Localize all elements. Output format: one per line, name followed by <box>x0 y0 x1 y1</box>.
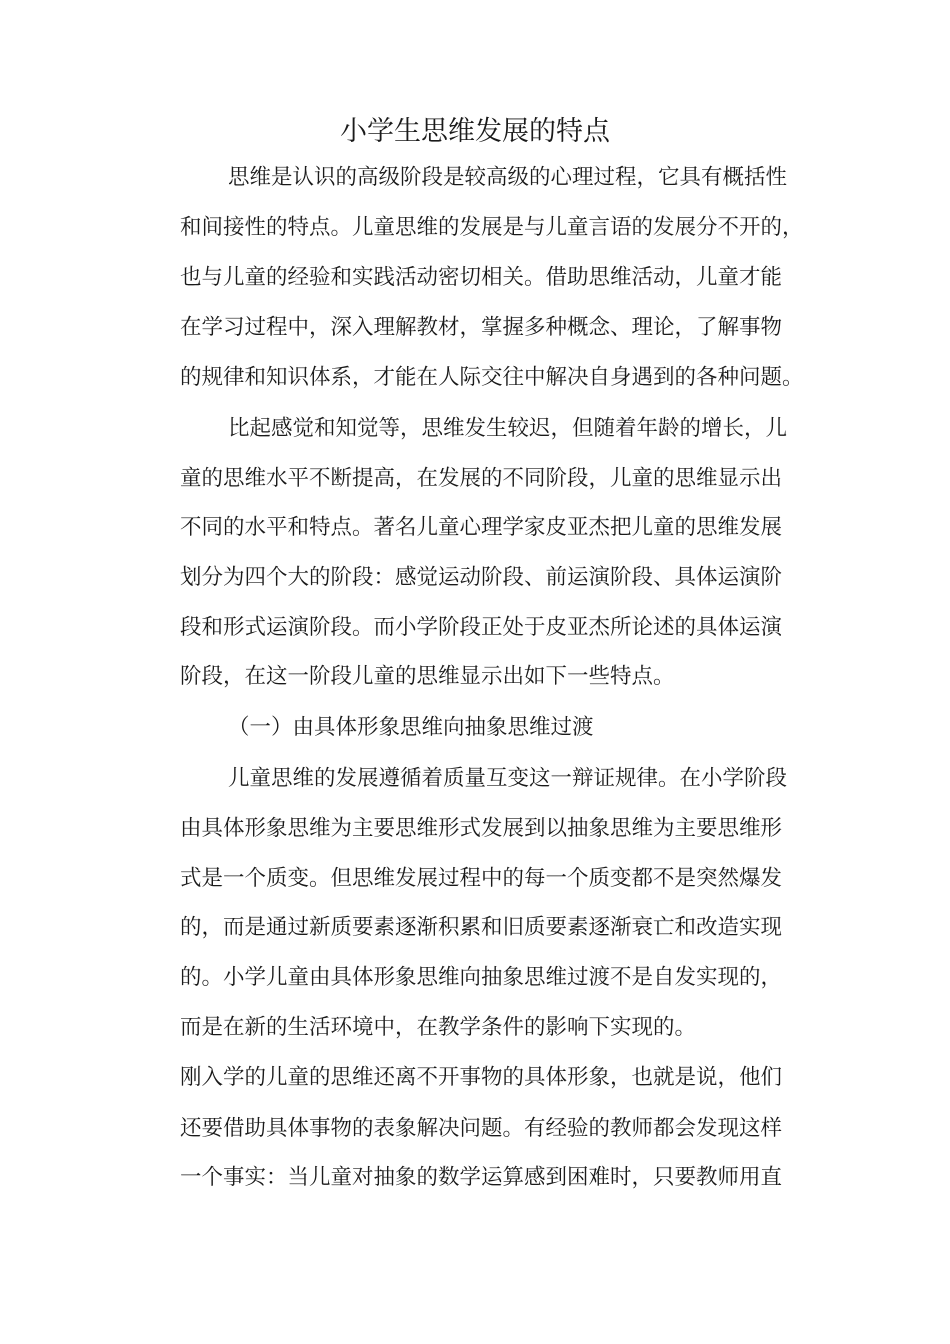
paragraph-line: 的规律和知识体系，才能在人际交往中解决自身遇到的各种问题。 <box>180 365 804 390</box>
paragraph-line: 的，而是通过新质要素逐渐积累和旧质要素逐渐衰亡和改造实现 <box>180 915 783 940</box>
paragraph-line: 刚入学的儿童的思维还离不开事物的具体形象，也就是说，他们 <box>180 1065 783 1090</box>
document-title: 小学生思维发展的特点 <box>340 116 610 147</box>
paragraph-line: 而是在新的生活环境中，在教学条件的影响下实现的。 <box>180 1015 697 1040</box>
paragraph-line: 式是一个质变。但思维发展过程中的每一个质变都不是突然爆发 <box>180 866 783 891</box>
paragraph-line: 也与儿童的经验和实践活动密切相关。借助思维活动，儿童才能 <box>180 265 783 290</box>
paragraph-line: 阶段，在这一阶段儿童的思维显示出如下一些特点。 <box>180 664 675 689</box>
paragraph-line: 不同的水平和特点。著名儿童心理学家皮亚杰把儿童的思维发展 <box>180 515 783 540</box>
paragraph-line: 段和形式运演阶段。而小学阶段正处于皮亚杰所论述的具体运演 <box>180 615 783 640</box>
paragraph-line: 划分为四个大的阶段：感觉运动阶段、前运演阶段、具体运演阶 <box>180 565 783 590</box>
paragraph-line: 童的思维水平不断提高，在发展的不同阶段，儿童的思维显示出 <box>180 466 783 491</box>
paragraph-line: 比起感觉和知觉等，思维发生较迟，但随着年龄的增长，儿 <box>228 416 788 441</box>
paragraph-line: 一个事实：当儿童对抽象的数学运算感到困难时，只要教师用直 <box>180 1165 783 1190</box>
paragraph-line: 思维是认识的高级阶段是较高级的心理过程，它具有概括性 <box>228 165 788 190</box>
paragraph-line: 的。小学儿童由具体形象思维向抽象思维过渡不是自发实现的， <box>180 965 783 990</box>
paragraph-line: 儿童思维的发展遵循着质量互变这一辩证规律。在小学阶段 <box>228 766 788 791</box>
paragraph-line: 还要借助具体事物的表象解决问题。有经验的教师都会发现这样 <box>180 1116 783 1141</box>
section-heading: （一）由具体形象思维向抽象思维过渡 <box>228 715 594 740</box>
paragraph-line: 和间接性的特点。儿童思维的发展是与儿童言语的发展分不开的， <box>180 215 804 240</box>
paragraph-line: 由具体形象思维为主要思维形式发展到以抽象思维为主要思维形 <box>180 816 783 841</box>
paragraph-line: 在学习过程中，深入理解教材，掌握多种概念、理论，了解事物 <box>180 315 783 340</box>
